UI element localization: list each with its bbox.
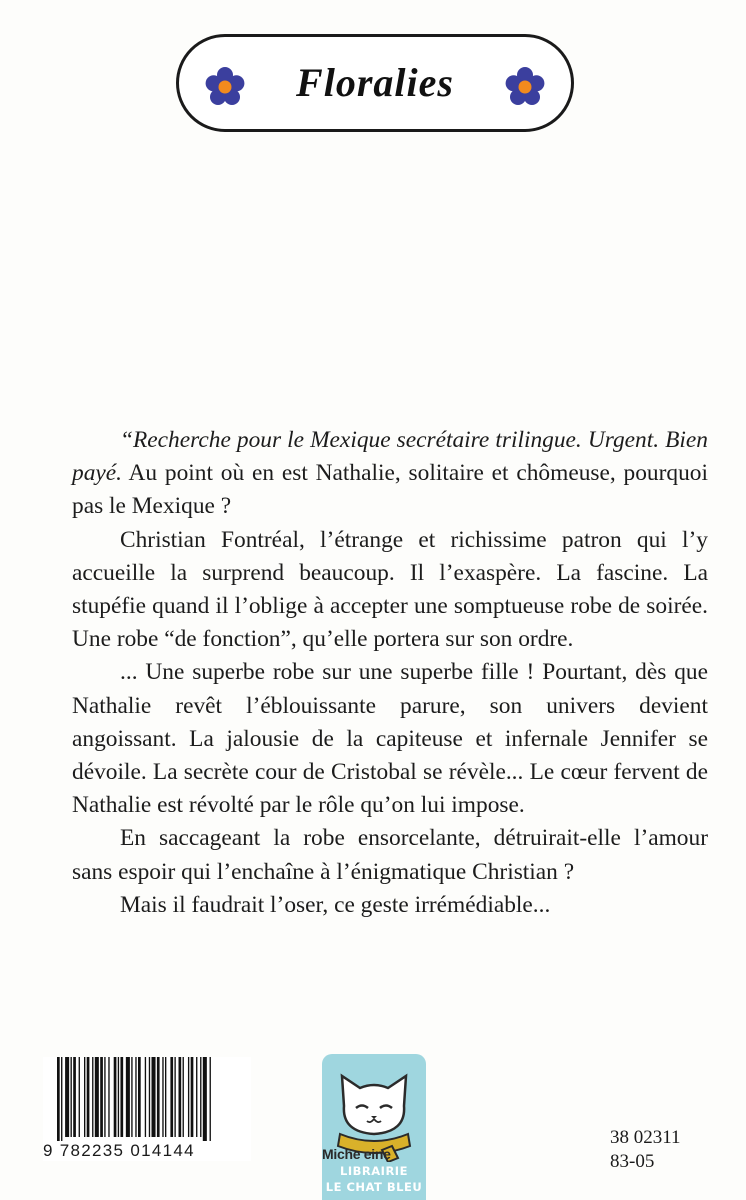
barcode-bar	[61, 1057, 62, 1143]
barcode-bar	[179, 1057, 182, 1137]
back-cover-blurb	[72, 424, 708, 922]
barcode-bar	[87, 1057, 90, 1137]
book-code: 83-05	[610, 1151, 655, 1172]
barcode-bar	[135, 1057, 136, 1137]
barcode-bar	[162, 1057, 163, 1137]
series-badge	[176, 34, 574, 132]
isbn-barcode	[43, 1057, 251, 1160]
barcode-bar	[210, 1057, 211, 1143]
barcode-bar	[170, 1057, 173, 1137]
blurb-paragraph: Mais il faudrait l’oser, ce geste irrémédiable...	[120, 891, 551, 918]
book-codes	[610, 1126, 710, 1174]
barcode-bar	[196, 1057, 197, 1137]
barcode-bar	[126, 1057, 130, 1137]
barcode-bar	[183, 1057, 184, 1137]
barcode-bar	[203, 1057, 207, 1143]
barcode-bar	[157, 1057, 160, 1137]
isbn-number: 9 782235 014144	[43, 1141, 251, 1161]
blurb-paragraph: ... Une superbe robe sur une superbe fille ! Pourtant, dès que Nathalie revêt l’éblouissante parure, son univers devient angoissant. La jalousie de la capiteuse et infernale Jennifer se dévoile. La secrète cour de Cristobal se révèle... Le cœur fervent de Nathalie est révolté par le rôle qu’on lui impose.	[72, 659, 708, 819]
barcode-bar	[95, 1057, 99, 1137]
barcode-bar	[108, 1057, 109, 1137]
publisher-logo-text: Miche eine	[322, 1146, 391, 1162]
barcode-bar	[120, 1057, 123, 1137]
barcode-bar	[200, 1057, 201, 1137]
barcode-bar	[104, 1057, 105, 1137]
barcode-bar	[84, 1057, 85, 1137]
blurb-paragraph	[72, 424, 708, 524]
barcode-bar	[79, 1057, 80, 1137]
blurb-quote: “Recherche pour le Mexique secrétaire trilingue. Urgent. Bien payé.	[72, 427, 708, 487]
barcode-bar	[138, 1057, 141, 1137]
barcode-bar	[152, 1057, 156, 1137]
barcode-bar	[100, 1057, 103, 1137]
barcode-bar	[145, 1057, 146, 1137]
blurb-paragraph: En saccageant la robe ensorcelante, détruirait-elle l’amour sans espoir qui l’enchaîne à l’énigmatique Christian ?	[72, 825, 708, 885]
sticker-shop-label: LIBRAIRIE	[340, 1164, 408, 1178]
bookshop-sticker	[322, 1054, 426, 1200]
barcode-bar	[57, 1057, 60, 1143]
barcode-bar	[149, 1057, 150, 1137]
barcode-bar	[73, 1057, 76, 1137]
flower-icon	[505, 67, 545, 107]
book-code: 38 02311	[610, 1127, 681, 1148]
series-title: Floralies	[296, 60, 454, 105]
barcode-bar	[92, 1057, 93, 1137]
blurb-text: Au point où en est Nathalie, solitaire et chômeuse, pourquoi pas le Mexique ?	[72, 460, 708, 520]
barcode-bar	[71, 1057, 72, 1137]
barcode-bar	[174, 1057, 175, 1137]
barcode-bar	[118, 1057, 119, 1137]
sticker-shop-name: LE CHAT BLEU	[325, 1180, 423, 1194]
barcode-bar	[114, 1057, 117, 1137]
blurb-paragraph: Christian Fontréal, l’étrange et richissime patron qui l’y accueille la surprend beaucoup. Il l’exaspère. La fascine. La stupéfie quand il l’oblige à accepter une somptueuse robe de soirée. Une robe “de fonction”, qu’elle portera sur son ordre.	[72, 526, 708, 653]
barcode-bar	[131, 1057, 132, 1137]
barcode-bars	[43, 1057, 251, 1143]
barcode-bar	[65, 1057, 69, 1137]
barcode-bar	[191, 1057, 194, 1137]
barcode-bar	[188, 1057, 189, 1137]
barcode-bar	[165, 1057, 166, 1137]
